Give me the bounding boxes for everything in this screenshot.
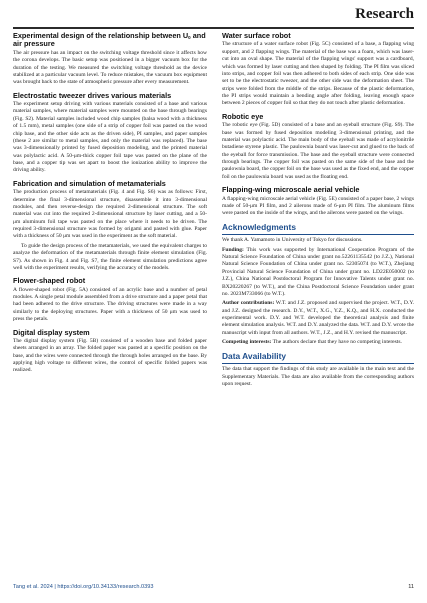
ack-author-contributions: Author contributions: W.T. and J.Z. proposed and supervised the project. W.T., D.Y. and J.Z. designed the research. D.Y., W.T., X.G., Y.Z., K.Q., and H.X. conducted the experimental work. D.Y. and W.T. developed the theoretical analysis and finite element simulation analysis. W.T. and D.Y. analyzed the data. W.T. and D.Y. wrote the manuscript with input from all authors. W.T., J.Z., and H.Y. revised the manuscript. xyxy=(222,300,414,336)
section-digital-display xyxy=(13,329,207,375)
section-flapping-wing xyxy=(222,186,414,218)
section-body: A flower-shaped robot (Fig. 5A) consisted of an acrylic base and a number of petal modules. A single petal module assembled from a drive structure and a paper petal that had been adhered to the drive structure. The driving structures were made in a way similarly to the deploying structures. Paper with a thickness of 50 μm was used to press the petals. xyxy=(13,286,207,323)
section-metamaterials xyxy=(13,180,207,273)
subscript: 0 xyxy=(188,35,191,40)
section-heading: Electrostatic tweezer drives various materials xyxy=(13,90,172,100)
section-rule xyxy=(222,363,414,364)
ack-funding: Funding: This work was supported by International Cooperation Program of the Natural Science Foundation of China under grant no.52261135542 (to J.Z.), National Natural Science Foundation of China under grant no. 52305074 (to W.T.), Zhejiang Provincial Natural Science Foundation of China under grant no. LD22E050002 (to J.Z.), China National Postdoctoral Program for Innovative Talents under grant no. BX20220267 (to W.T.), and the China Postdoctoral Science Foundation under grant no. 2023M733066 (to W.T.). xyxy=(222,246,414,297)
page-header xyxy=(0,0,427,32)
section-heading: Flower-shaped robot xyxy=(13,276,86,286)
section-flower-robot xyxy=(13,277,207,323)
page-number: 11 xyxy=(408,584,414,590)
section-water-surface-robot xyxy=(222,32,414,108)
section-heading: Experimental design of the relationship between $U_0$ and air pressure xyxy=(13,31,206,49)
section-data-availability xyxy=(222,352,414,389)
section-body: The air pressure has an impact on the switching voltage threshold since it affects how the corona develops. The basic setup was positioned in a bigger vacuum box for the duration of the testing. We measured the switching voltage threshold as the device stabilized at a particular vacuum level. To reduce mistakes, the vacuum box equipment was brought back to the state of atmospheric pressure after every measurement. xyxy=(13,49,207,86)
section-heading-data-availability: Data Availability xyxy=(222,350,287,361)
section-heading: Fabrication and simulation of metamaterials xyxy=(13,178,166,188)
section-heading-acknowledgments: Acknowledgments xyxy=(222,221,296,232)
section-robotic-eye xyxy=(222,113,414,181)
section-body: The digital display system (Fig. 5B) consisted of a wooden base and folded paper sheets arranged in an array. The folded paper was pasted at a specific position on the base, and the wires were connected through the through holes arranged on the base. By applying high voltage to different wires, the control of specific folded papers was realized. xyxy=(13,337,207,374)
section-body: To guide the design process of the metamaterials, we used the equivalent charges to analyze the deformation of the metamaterials through finite element simulation (Fig. S7). As shown in Fig. 4 and Fig. S7, the finite element simulation predictions agree well with the experiment results, verifying the accuracy of the models. xyxy=(13,242,207,271)
ack-thanks: We thank A. Yamamoto in University of Tokyo for discussions. xyxy=(222,237,363,244)
section-electrostatic-tweezer xyxy=(13,92,207,175)
page-footer xyxy=(13,584,414,594)
section-body: A flapping-wing microscale aerial vehicle (Fig. 5E) consisted of a paper base, 2 wings made of 50-μm PI film, and 2 ailerons made of 6-μm PI film. The aluminum films were pasted on the inside of the wings, and the ailerons were pasted on the wings. xyxy=(222,195,414,217)
section-heading: Digital display system xyxy=(13,327,90,337)
section-body: The structure of a water surface robot (Fig. 5C) consisted of a base, a flapping wing support, and 2 flapping wings. The material of the base was a foam, which was laser-cut into an oval shape. The material of the flapping wings' support was a cardboard, which was formed by laser cutting and then shaped by folding. The PI film was sliced into strips, and copper foil was then adhered to both sides of each strip. One side was set to be the electrostatic tweezer, and the other side was the deformation sheet. The strips were folded from the middle of the strips. Because of the plastic deformation, the PI strips would maintain a bending angle after folding, leaving enough space between 2 pieces of copper foil so that they do not touch after plastic deformation. xyxy=(222,41,414,107)
right-column xyxy=(222,32,414,393)
data-availability-body: The data that support the findings of this study are available in the main text and the Supplementary Materials. The data are also available from the corresponding authors upon request. xyxy=(222,366,414,387)
section-rule xyxy=(222,234,414,235)
section-body: The robotic eye (Fig. 5D) consisted of a base and an eyeball structure (Fig. S9). The base was formed by fused deposition modeling 3-dimensional printing, and the material was polylactic acid. The main body of the eyeball was made of acrylonitrile butadiene styrene plastic. The paulownia board was laser-cut and glued to the back of the eyeball for force transmission. The base and the eyeball structure were connected through bearings. The copper foil was pasted on the same side of the base and the paulownia board, the copper foil on the base was used as the fixed end, and the copper foil on the paulownia board was used as the floating end. xyxy=(222,122,414,180)
left-column xyxy=(13,32,207,380)
section-acknowledgments xyxy=(222,223,414,347)
section-u0-air-pressure xyxy=(13,32,207,87)
header-rule xyxy=(13,27,414,29)
section-heading: Flapping-wing microscale aerial vehicle xyxy=(222,185,360,195)
section-body: The experiment setup driving with various materials consisted of a base and various material samples, where material samples were mounted on the base through bearings (Fig. S2). Material samples included wood chip samples (balsa wood with a thickness of 1.5 mm), metal samples (one side of a strip of copper foil was pasted on the wood chip base, and the other side acts as the driven side), PI samples, and paper samples (these 2 are similar to metal samples, and only the material was replaced). The base was 3-dimensionally printed by fused deposition modeling, and the printed material was polylactic acid. A 50-μm-thick copper foil tape was pasted on the plane of the base, and a copper tip was set apart to boost the ionization ability to improve the driving ability. xyxy=(13,101,207,174)
ack-competing-interests: Competing interests: The authors declare that they have no competing interests. xyxy=(222,339,402,346)
section-heading: Water surface robot xyxy=(222,31,291,40)
section-heading: Robotic eye xyxy=(222,111,264,121)
journal-title: Research xyxy=(355,6,414,22)
section-body: The production process of metamaterials (Fig. 4 and Fig. S6) was as follows: First, determine the final 3-dimensional structure, disassemble it into 3-dimensional modules, and then reverse-design the required 2-dimensional structure. The soft material was cut into the required 2-dimensional structure by laser cutting, and a 50-μm aluminum foil tape was pasted on the place where it needs to be driven. The required 3-dimensional structure was formed by origami and pasted with glue. Paper with a thickness of 50 μm was used in the experiment as the soft material. xyxy=(13,189,207,240)
citation-doi-link[interactable]: Tang et al. 2024 | https://doi.org/10.34133/research.0393 xyxy=(13,584,154,590)
